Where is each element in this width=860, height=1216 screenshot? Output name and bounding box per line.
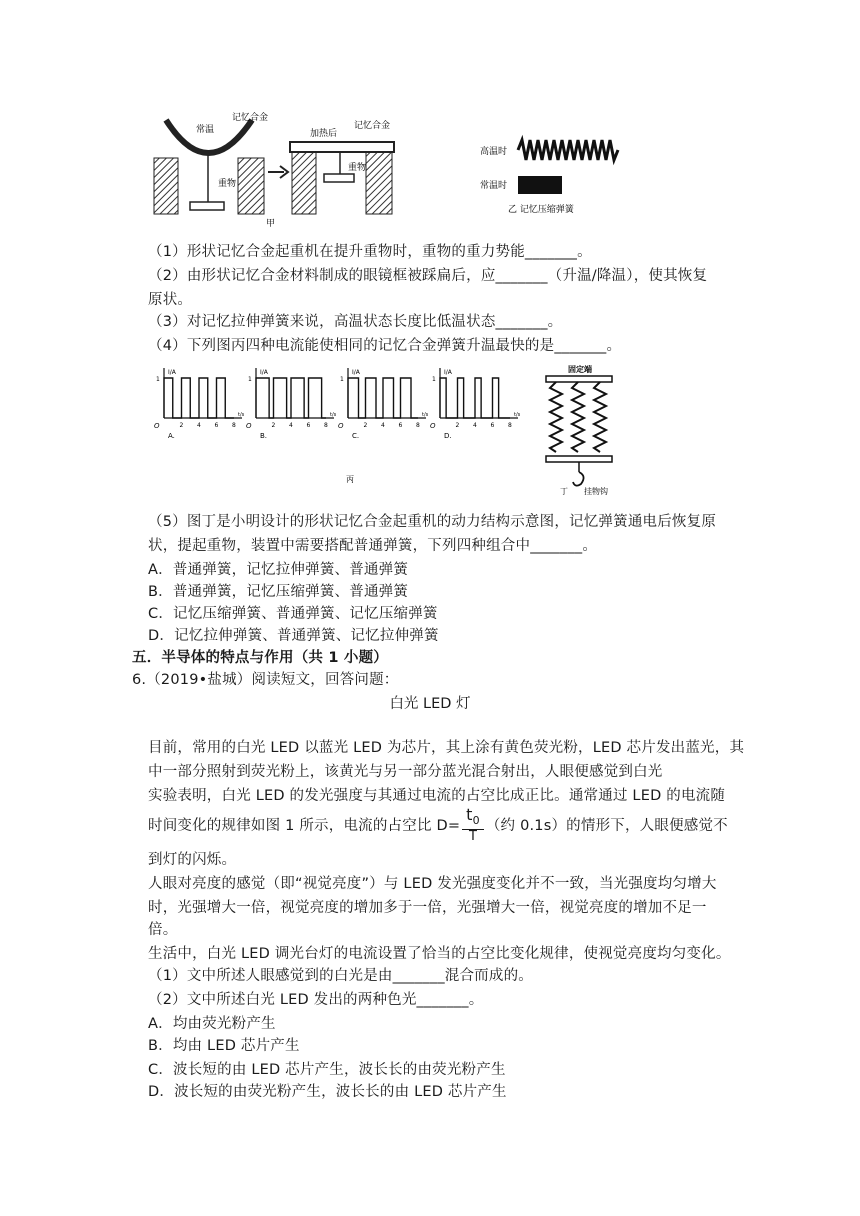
caption-yi: 乙 记忆压缩弹簧: [508, 205, 574, 215]
formula-suffix: （约 0.1s）的情形下，人眼便感觉不: [485, 818, 728, 834]
wall-left-1: [154, 158, 178, 214]
panel-y-tick: 1: [340, 376, 344, 383]
panel-x-tick: 4: [289, 422, 293, 429]
paragraph-1-line1: 目前，常用的白光 LED 以蓝光 LED 为芯片，其上涂有黄色荧光粉，LED 芯片发出蓝光，其: [148, 740, 745, 756]
paragraph-3-line3: 倍。: [148, 922, 178, 938]
panel-pulse-wave: [440, 378, 510, 418]
q1: （1）形状记忆合金起重机在提升重物时，重物的重力势能_______。: [148, 244, 592, 260]
caption-ding: 丁: [560, 487, 568, 496]
panel-y-label: I/A: [352, 369, 360, 376]
q6-part2: （2）文中所述白光 LED 发出的两种色光_______。: [148, 992, 484, 1008]
panel-x-tick: 6: [398, 422, 403, 429]
panel-label: B.: [260, 432, 268, 440]
panel-x-tick: 8: [232, 422, 236, 429]
label-weight: 重物: [218, 179, 237, 189]
panel-origin: O: [430, 422, 436, 430]
panel-x-tick: 6: [214, 422, 219, 429]
label-hook: 挂物钩: [584, 487, 608, 496]
q5-option-c: C．记忆压缩弹簧、普通弹簧、记忆压缩弹簧: [148, 606, 438, 622]
bottom-bar: [546, 456, 612, 462]
figure-jia-yi: [140, 106, 660, 230]
q5-option-b: B．普通弹簧，记忆压缩弹簧、普通弹簧: [148, 584, 409, 600]
panel-y-label: I/A: [444, 369, 452, 376]
paragraph-2-line2: [148, 806, 728, 846]
q6-option-a: A．均由荧光粉产生: [148, 1016, 276, 1032]
article-title: 白光 LED 灯: [389, 696, 471, 712]
panel-pulse-wave: [348, 378, 418, 418]
paragraph-3-line1: 人眼对亮度的感觉（即“视觉亮度”）与 LED 发光强度变化并不一致，当光强度均匀增大: [148, 876, 717, 892]
panel-x-unit: t/s: [514, 412, 521, 418]
duty-cycle-fraction: [462, 805, 484, 844]
panel-y-tick: 1: [432, 376, 436, 383]
q4: （4）下列图丙四种电流能使相同的记忆合金弹簧升温最快的是_______。: [148, 338, 622, 354]
q6-option-b: B．均由 LED 芯片产生: [148, 1038, 300, 1054]
spring-low: [518, 176, 562, 194]
panel-origin: O: [338, 422, 344, 430]
panel-label: A.: [168, 432, 175, 440]
hook-icon: [573, 472, 584, 486]
fixed-bar: [546, 376, 612, 382]
panel-x-tick: 4: [197, 422, 201, 429]
arrow-icon: [268, 166, 288, 178]
q3: （3）对记忆拉伸弹簧来说，高温状态长度比低温状态_______。: [148, 314, 563, 330]
q2-line1: （2）由形状记忆合金材料制成的眼镜框被踩扁后，应_______（升温/降温），使其恢复: [148, 268, 708, 284]
panel-y-tick: 1: [248, 376, 252, 383]
caption-jia: 甲: [266, 219, 276, 229]
panel-y-label: I/A: [168, 369, 176, 376]
q2-line2: 原状。: [148, 292, 193, 308]
panel-x-tick: 6: [490, 422, 495, 429]
label-alloy-2: 记忆合金: [354, 121, 391, 131]
paragraph-4: 生活中，白光 LED 调光台灯的电流设置了恰当的占空比变化规律，使视觉亮度均匀变化。: [148, 946, 731, 962]
section-title: 五．半导体的特点与作用（共 1 小题）: [132, 650, 388, 666]
q5-option-d: D．记忆拉伸弹簧、普通弹簧、记忆拉伸弹簧: [148, 628, 439, 644]
q6-option-d: D．波长短的由荧光粉产生，波长长的由 LED 芯片产生: [148, 1084, 507, 1100]
panel-origin: O: [154, 422, 160, 430]
paragraph-3-line2: 时，光强增大一倍，视觉亮度的增加多于一倍，光强增大一倍，视觉亮度的增加不足一: [148, 900, 707, 916]
q5-option-a: A．普通弹簧，记忆拉伸弹簧、普通弹簧: [148, 562, 409, 578]
panel-x-unit: t/s: [238, 412, 245, 418]
wall-right-2: [366, 152, 392, 214]
fraction-subscript: 0: [472, 814, 480, 828]
panel-x-tick: 2: [363, 422, 368, 429]
panel-x-tick: 4: [473, 422, 477, 429]
label-alloy: 记忆合金: [232, 113, 269, 123]
spring-high: [518, 140, 618, 160]
panel-y-tick: 1: [156, 376, 160, 383]
q6-part1: （1）文中所述人眼感觉到的白光是由_______混合而成的。: [148, 968, 533, 984]
label-changwen: 常温: [196, 125, 215, 135]
panel-x-tick: 8: [508, 422, 512, 429]
label-fixed-end: 固定端: [568, 365, 592, 374]
q6-option-c: C．波长短的由 LED 芯片产生，波长长的由荧光粉产生: [148, 1062, 506, 1078]
figure-bing-ding: [150, 360, 620, 500]
q5-line2: 状，提起重物，装置中需要搭配普通弹簧，下列四种组合中_______。: [148, 538, 598, 554]
q5-line1: （5）图丁是小明设计的形状记忆合金起重机的动力结构示意图，记忆弹簧通电后恢复原: [148, 514, 717, 530]
panel-x-tick: 6: [306, 422, 311, 429]
flat-alloy: [290, 142, 394, 152]
panel-x-unit: t/s: [422, 412, 429, 418]
panel-x-unit: t/s: [330, 412, 337, 418]
spring-3: [594, 382, 606, 452]
wall-left-2: [292, 152, 316, 214]
panel-x-tick: 2: [271, 422, 276, 429]
panel-x-tick: 4: [381, 422, 385, 429]
panel-x-tick: 2: [179, 422, 184, 429]
label-high-temp: 高温时: [480, 147, 508, 157]
weight-1: [190, 202, 224, 210]
panel-x-tick: 8: [324, 422, 328, 429]
paragraph-1-line2: 中一部分照射到荧光粉上，该黄光与另一部分蓝光混合射出，人眼便感觉到白光: [148, 764, 663, 780]
panel-pulse-wave: [256, 378, 326, 418]
caption-bing: 丙: [346, 475, 354, 484]
panel-y-label: I/A: [260, 369, 268, 376]
spring-2: [572, 382, 584, 452]
paragraph-2-line1: 实验表明，白光 LED 的发光强度与其通过电流的占空比成正比。通常通过 LED 的电流随: [148, 788, 726, 804]
q6-heading: 6.（2019•盐城）阅读短文，回答问题：: [132, 672, 399, 688]
label-low-temp: 常温时: [480, 181, 508, 191]
fraction-denominator: T: [468, 828, 478, 844]
panel-x-tick: 2: [455, 422, 460, 429]
spring-1: [550, 382, 562, 452]
fraction-numerator: t: [466, 805, 473, 825]
wall-right-1: [238, 158, 264, 214]
label-heated: 加热后: [310, 129, 338, 139]
panel-label: C.: [352, 432, 360, 440]
weight-2: [324, 174, 354, 182]
panel-label: D.: [444, 432, 452, 440]
paragraph-2-line3: 到灯的闪烁。: [148, 852, 237, 868]
panel-pulse-wave: [164, 378, 234, 418]
panel-x-tick: 8: [416, 422, 420, 429]
formula-prefix: 时间变化的规律如图 1 所示，电流的占空比 D=: [148, 818, 461, 834]
label-weight-2: 重物: [348, 163, 367, 173]
panel-origin: O: [246, 422, 252, 430]
